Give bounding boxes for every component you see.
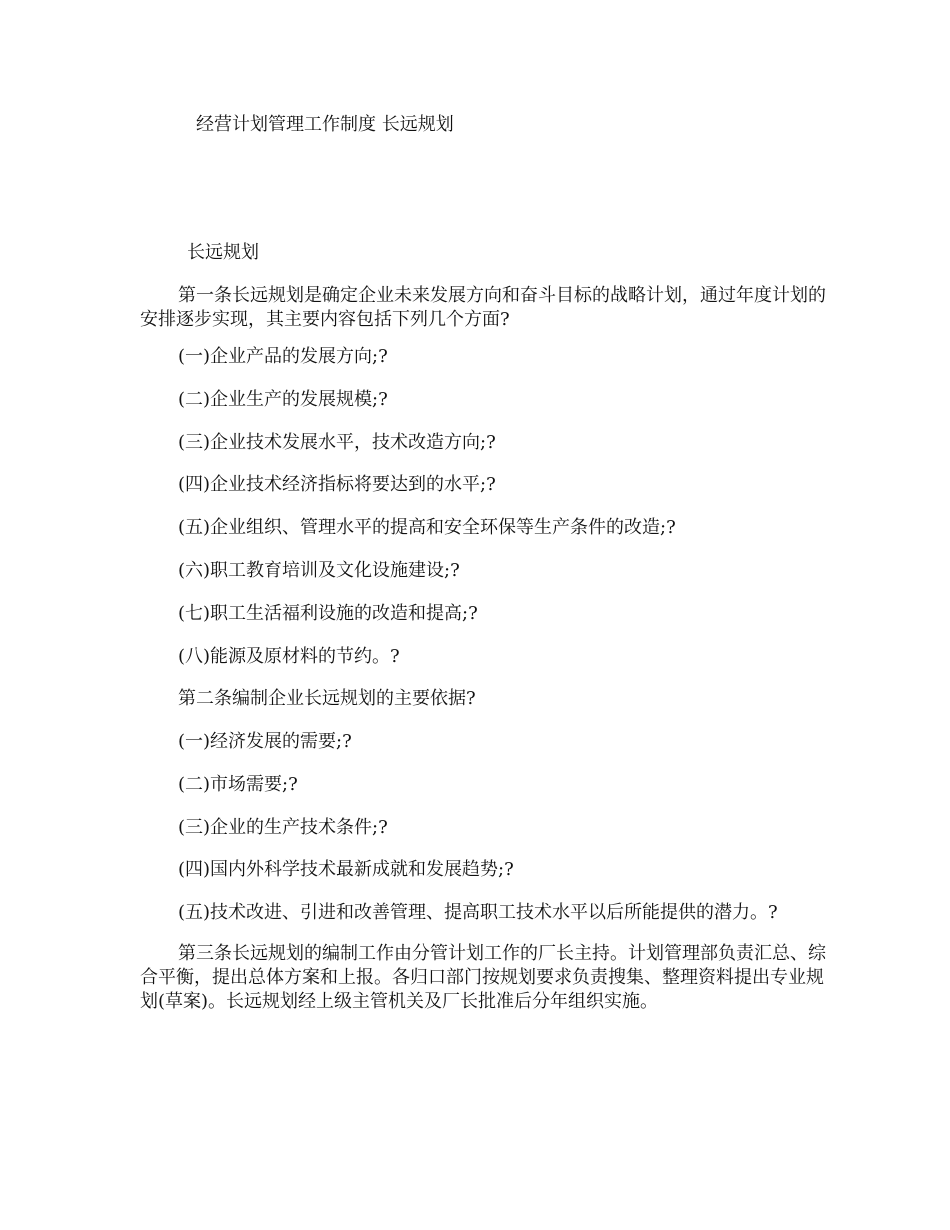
article-1-item: (一)企业产品的发展方向;? (178, 346, 388, 367)
article-2-item: (二)市场需要;? (178, 774, 298, 795)
article-3-paragraph: 第三条长远规划的编制工作由分管计划工作的厂长主持。计划管理部负责汇总、综合平衡，提出总体方案和上报。各归口部门按规划要求负责搜集、整理资料提出专业规划(草案)。长远规划经上级主管机关及厂长批准后分年组织实施。 (140, 943, 826, 1012)
article-2-item: (五)技术改进、引进和改善管理、提高职工技术水平以后所能提供的潜力。? (178, 902, 778, 923)
section-heading: 长远规划 (187, 242, 259, 263)
article-1-item: (四)企业技术经济指标将要达到的水平;? (178, 474, 496, 495)
article-1-paragraph: 第一条长远规划是确定企业未来发展方向和奋斗目标的战略计划，通过年度计划的安排逐步实现，其主要内容包括下列几个方面? (140, 285, 826, 330)
article-2-item: (一)经济发展的需要;? (178, 731, 352, 752)
article-1-item: (七)职工生活福利设施的改造和提高;? (178, 603, 478, 624)
article-1-item: (八)能源及原材料的节约。? (178, 646, 400, 667)
article-2-heading: 第二条编制企业长远规划的主要依据? (178, 688, 476, 709)
article-2-item: (三)企业的生产技术条件;? (178, 817, 388, 838)
article-1-item: (二)企业生产的发展规模;? (178, 389, 388, 410)
article-1-item: (五)企业组织、管理水平的提高和安全环保等生产条件的改造;? (178, 517, 676, 538)
article-1-item: (三)企业技术发展水平，技术改造方向;? (178, 432, 496, 453)
article-1-item: (六)职工教育培训及文化设施建设;? (178, 560, 460, 581)
article-2-item: (四)国内外科学技术最新成就和发展趋势;? (178, 859, 514, 880)
document-title: 经营计划管理工作制度 长远规划 (196, 114, 454, 135)
